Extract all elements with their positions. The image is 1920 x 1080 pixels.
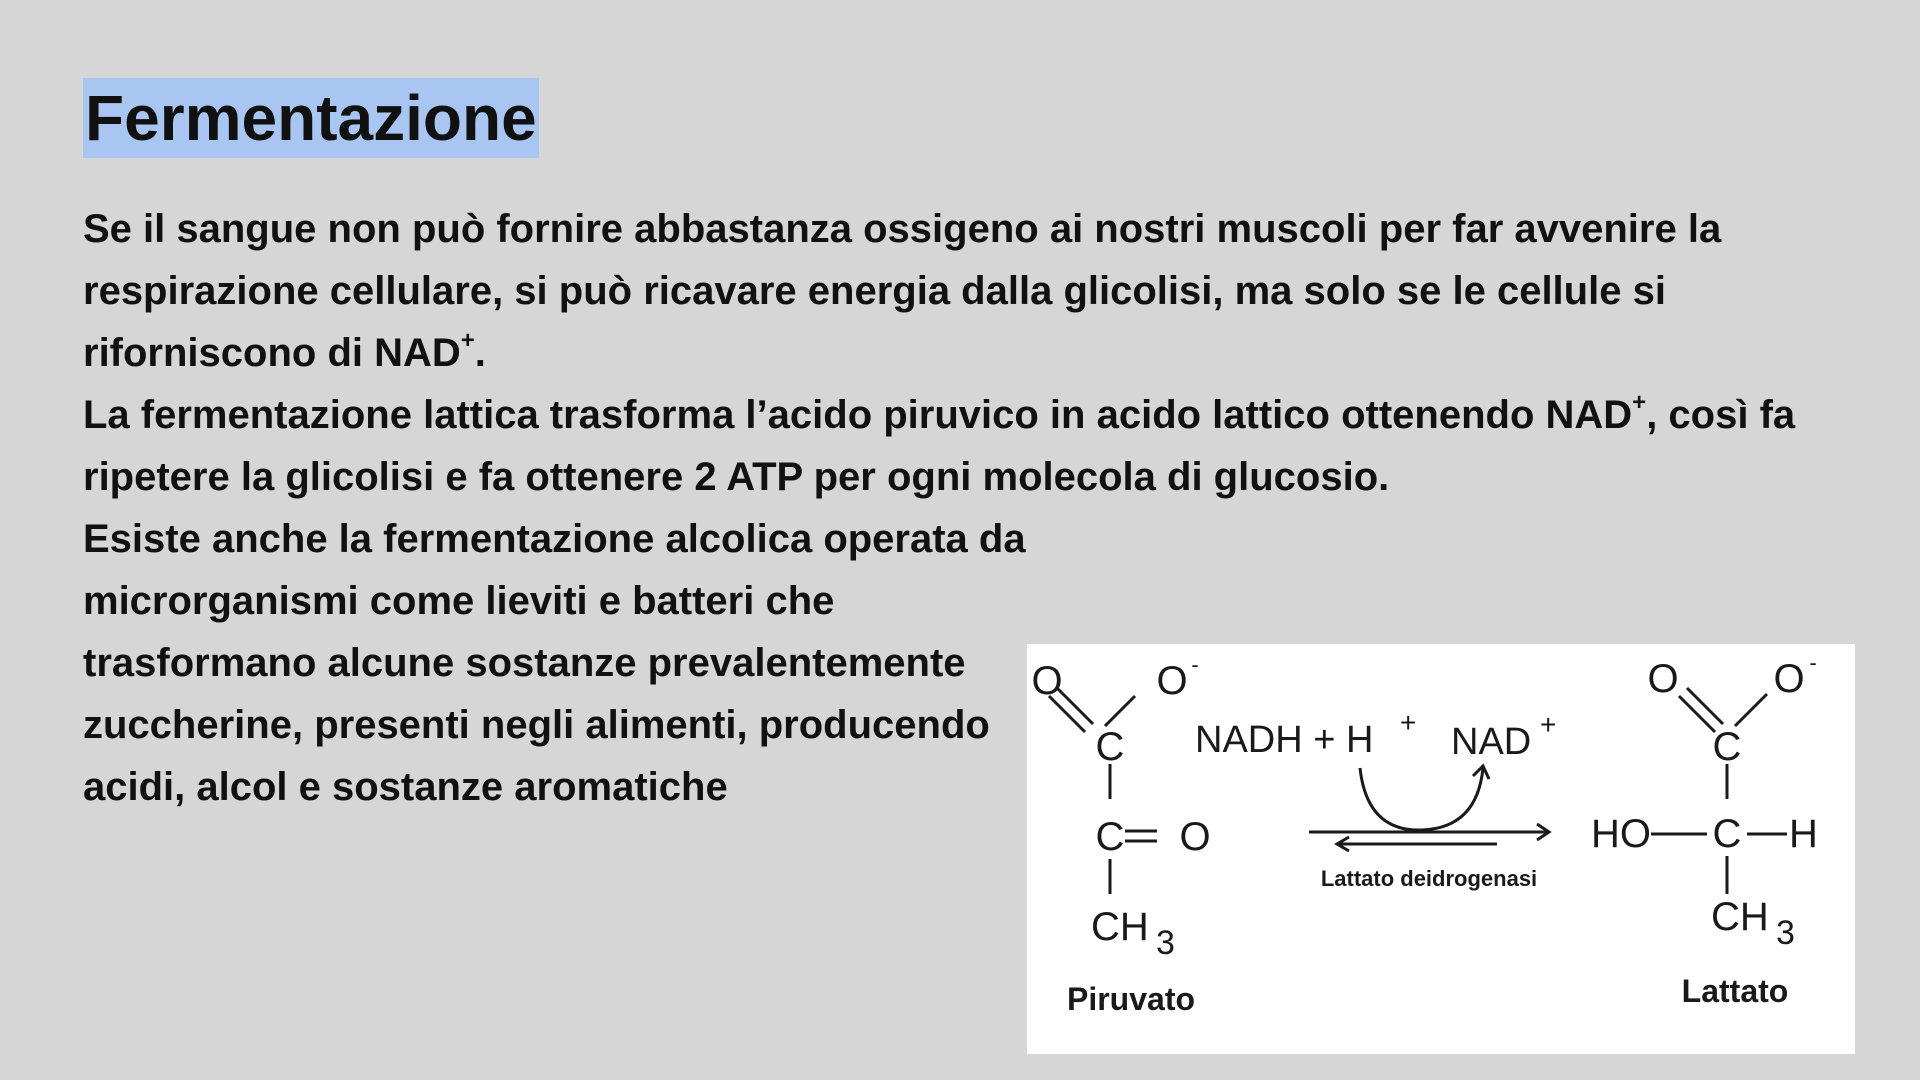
double-bond-line <box>1687 688 1723 724</box>
methyl-subscript: 3 <box>1776 914 1795 952</box>
paragraph-text: Esiste anche la fermentazione alcolica operata da microrganismi come lieviti e batteri che trasformano alcune sostanze prevalentemente zuccherine, presenti negli alimenti, producendo acidi, alcol e sostanze aromatiche <box>83 517 1026 809</box>
paragraph-end: , così fa ripetere la glicolisi e fa ottenere 2 ATP per ogni molecola di glucosio. <box>83 393 1796 499</box>
double-bond-line <box>1679 696 1715 732</box>
single-bond-line <box>1105 696 1135 726</box>
reaction-diagram <box>1027 644 1855 1054</box>
hydroxyl-group: HO <box>1591 812 1651 856</box>
cofactor-out-superscript: + <box>1540 709 1557 740</box>
carboxyl-carbon-atom: C <box>1095 725 1125 769</box>
paragraph-text: Se il sangue non può fornire abbastanza ossigeno ai nostri muscoli per far avvenire la respirazione cellulare, si può ricavare energia dalla glicolisi, ma solo se le cellule si riforniscono di NAD <box>83 207 1722 375</box>
methyl-group: CH <box>1711 895 1769 939</box>
negative-charge: - <box>1191 652 1199 677</box>
single-bond-line <box>1735 694 1767 726</box>
hydrogen-atom: H <box>1789 812 1818 856</box>
oxygen-atom: O <box>1031 659 1063 703</box>
oxygen-anion-atom: O <box>1773 657 1805 701</box>
cofactor-out: NAD <box>1451 721 1532 763</box>
enzyme-label: Lattato deidrogenasi <box>1320 866 1538 891</box>
paragraph-lactic-fermentation <box>83 384 1863 508</box>
alpha-carbon-atom: C <box>1712 812 1742 856</box>
paragraph-text: La fermentazione lattica trasforma l’acido piruvico in acido lattico ottenendo NAD <box>83 393 1633 437</box>
oxygen-atom: O <box>1647 657 1679 701</box>
methyl-group: CH <box>1091 905 1149 949</box>
paragraph-alcoholic-fermentation <box>83 508 1033 818</box>
product-name: Lattato <box>1681 973 1789 1009</box>
paragraph-end: . <box>474 331 486 375</box>
oxygen-anion-atom: O <box>1156 659 1188 703</box>
negative-charge: - <box>1809 650 1817 675</box>
reactant-name: Piruvato <box>1066 981 1196 1017</box>
superscript-plus: + <box>1632 388 1647 416</box>
ketone-carbon-atom: C <box>1095 815 1125 859</box>
ketone-oxygen-atom: O <box>1179 815 1211 859</box>
paragraph-respiration <box>83 198 1863 384</box>
reaction-svg <box>1027 644 1855 1054</box>
carboxyl-carbon-atom: C <box>1712 725 1742 769</box>
methyl-subscript: 3 <box>1156 924 1175 962</box>
slide-title: Fermentazione <box>83 78 539 158</box>
superscript-plus: + <box>460 326 475 354</box>
cofactor-in-superscript: + <box>1400 707 1417 738</box>
cofactor-curve-arrow <box>1360 768 1483 830</box>
cofactor-in: NADH + H <box>1195 719 1374 761</box>
